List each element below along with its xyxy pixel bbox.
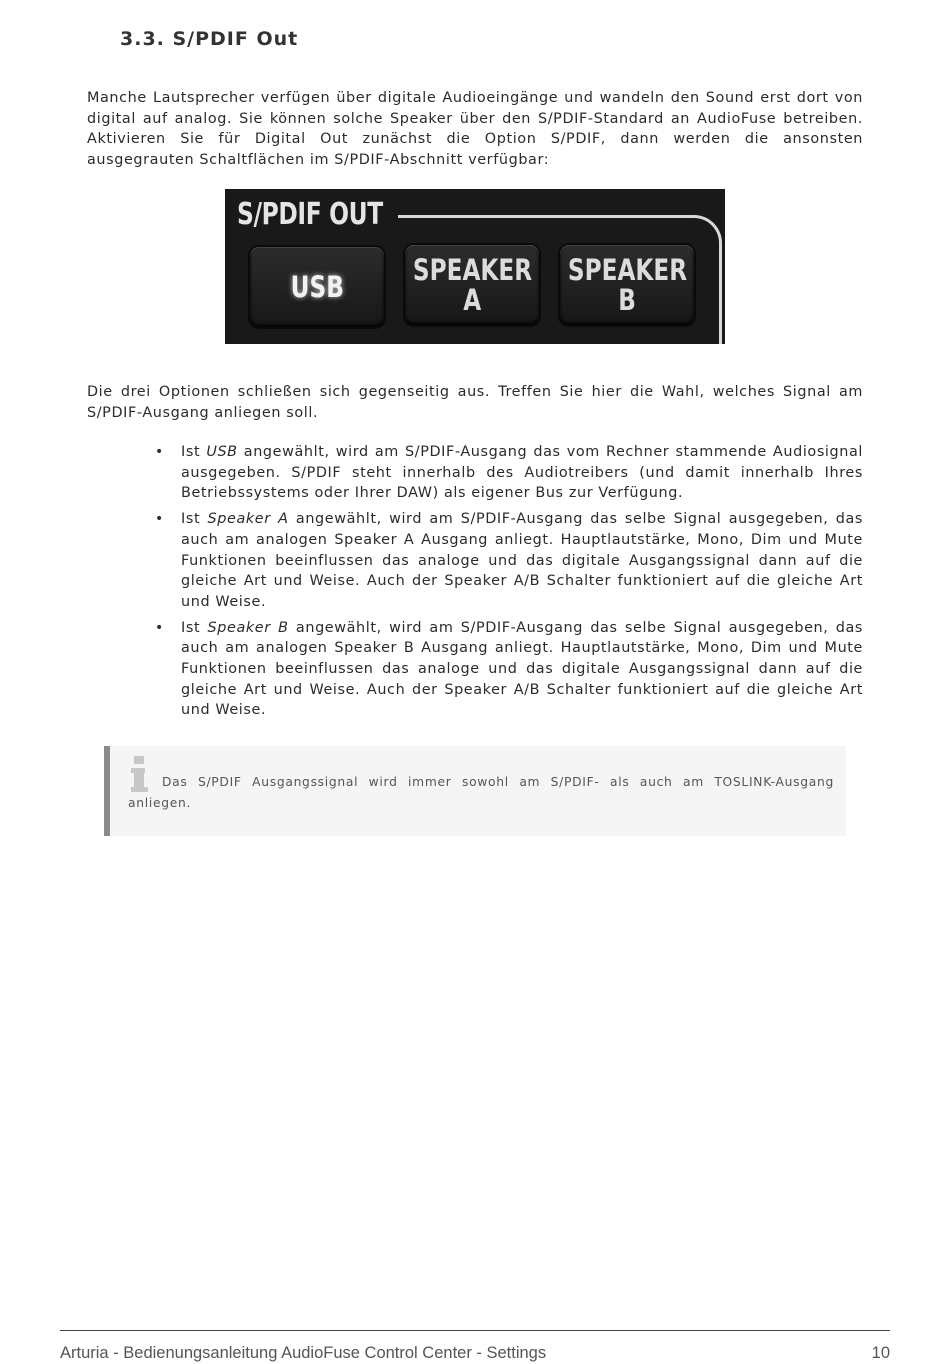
speaker-a-label-line2: A [463,283,481,317]
bullet-icon: • [155,511,164,528]
list-item [155,509,863,613]
usb-button [250,247,384,327]
speaker-b-label-line1: SPEAKER [567,253,687,287]
note-text: Das S/PDIF Ausgangssignal wird immer sowohl am S/PDIF- als auch am TOSLINK-Ausgang anliegen. [128,775,834,810]
speaker-a-label-line1: SPEAKER [412,253,532,287]
list-item [155,442,863,504]
intro-paragraph: Manche Lautsprecher verfügen über digitale Audioeingänge und wandeln den Sound erst dort von digital auf analog. Sie können solche Speaker über den S/PDIF-Standard an AudioFuse betreiben. Aktivieren Sie für Digital Out zunächst die Option S/PDIF, dann werden die ansonsten ausgegrauten Schaltflächen im S/PDIF-Abschnitt verfügbar: [87,90,863,169]
page-number: 10 [871,1344,890,1362]
panel-title: S/PDIF OUT [237,197,383,232]
options-paragraph: Die drei Optionen schließen sich gegenseitig aus. Treffen Sie hier die Wahl, welches Signal am S/PDIF-Ausgang anliegen soll. [87,384,863,421]
spdif-out-panel-image [225,189,725,344]
bullet-em: USB [206,444,238,460]
speaker-b-label-line2: B [618,283,636,317]
bullet-icon: • [155,444,164,460]
bullet-post: angewählt, wird am S/PDIF-Ausgang das vom Rechner stammende Audiosignal ausgegeben. S/PDIF steht innerhalb des Audiotreibers (und damit innerhalb Ihres Betriebssystems oder Ihrer DAW) als eigener Bus zur Verfügung. [181,444,863,502]
bullet-pre: Ist [181,444,207,460]
bullet-post: angewählt, wird am S/PDIF-Ausgang das selbe Signal ausgegeben, das auch am analogen Speaker A Ausgang anliegt. Hauptlautstärke, Mono, Dim und Mute Funktionen beeinflussen das analoge und das digitale Ausgangssignal dann auf die gleiche Art und Weise. Auch der Speaker A/B Schalter funktioniert auf die gleiche Art und Weise. [181,511,863,610]
bullet-em: Speaker B [207,619,289,636]
bullet-em: Speaker A [207,511,289,528]
section-title: 3.3. S/PDIF Out [120,28,299,50]
bullet-pre: Ist [181,511,208,528]
bullet-icon: • [155,619,164,636]
footer-divider [60,1330,890,1331]
info-note [104,746,846,836]
bullet-post: angewählt, wird am S/PDIF-Ausgang das selbe Signal ausgegeben, das auch am analogen Speaker B Ausgang anliegt. Hauptlautstärke, Mono, Dim und Mute Funktionen beeinflussen das analoge und das digitale Ausgangssignal dann auf die gleiche Art und Weise. Auch der Speaker A/B Schalter funktioniert auf die gleiche Art und Weise. [181,619,863,719]
bullet-pre: Ist [181,619,208,636]
usb-button-label: USB [290,270,344,304]
footer-title: Arturia - Bedienungsanleitung AudioFuse Control Center - Settings [60,1344,547,1362]
list-item [155,618,863,722]
options-list [155,442,863,726]
speaker-a-button [405,245,539,325]
speaker-b-button [560,245,694,325]
